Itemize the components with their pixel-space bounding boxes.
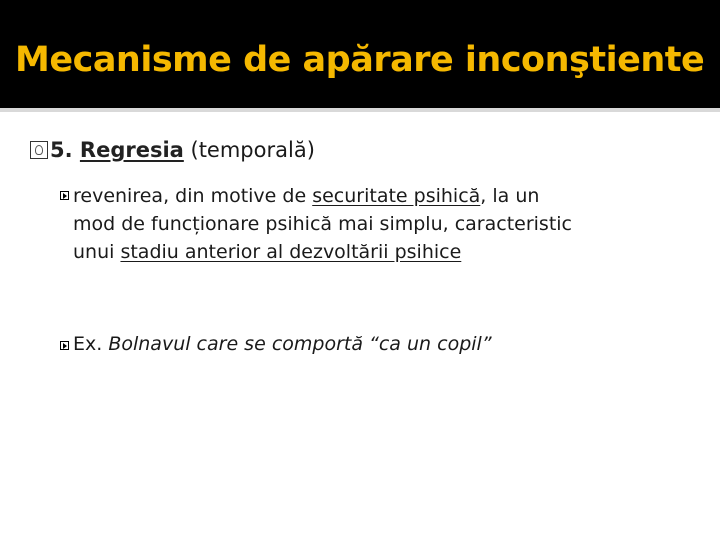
section-term: Regresia (79, 138, 184, 162)
definition-line-2: mod de funcționare psihică mai simplu, caracteristic (73, 213, 573, 235)
example-prefix: Ex. (73, 333, 109, 355)
securitate-psihica-link[interactable]: securitate psihică (312, 185, 481, 207)
section-number: 5. (50, 138, 80, 162)
section-qualifier: (temporală) (183, 138, 315, 162)
stadiu-anterior-link[interactable]: stadiu anterior al dezvoltării psihice (120, 241, 462, 263)
definition-text: unui (73, 241, 121, 263)
definition-line-1 (73, 182, 703, 210)
square-arrow-bullet-icon (60, 341, 69, 350)
list-item-definition (73, 182, 703, 266)
example-text: Bolnavul care se comportă “ca un copil” (108, 333, 492, 355)
square-arrow-bullet-icon (60, 191, 69, 200)
section-heading (30, 138, 315, 162)
missing-glyph-icon (30, 141, 48, 159)
definition-text: , la un (480, 185, 540, 207)
slide-title: Mecanisme de apărare inconştiente (15, 40, 705, 80)
definition-text: revenirea, din motive de (73, 185, 313, 207)
list-item-example (73, 330, 492, 358)
definition-line-3 (73, 238, 703, 266)
